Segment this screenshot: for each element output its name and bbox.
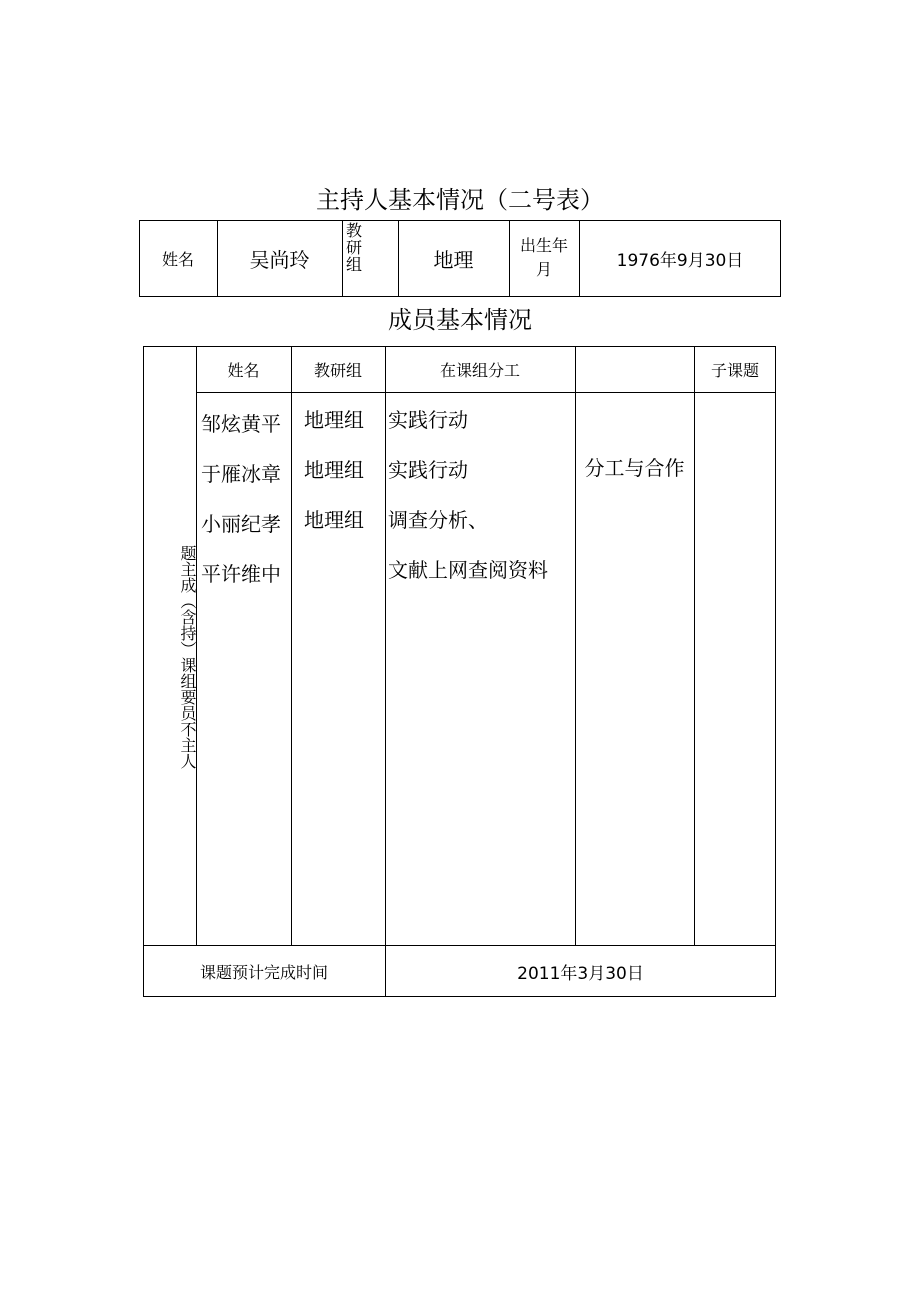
host-group-label-char-3: 组 xyxy=(346,255,363,274)
member-task: 实践行动 xyxy=(388,458,468,482)
members-groups-list xyxy=(304,408,364,558)
host-group-label xyxy=(344,220,368,280)
host-group-label-char-1: 教 xyxy=(346,221,363,240)
host-birth-label-line-1: 出生年 xyxy=(519,236,568,255)
members-col-divider-group xyxy=(385,346,386,997)
members-header-group: 教研组 xyxy=(313,360,362,380)
completion-value: 2011年3月30日 xyxy=(517,963,644,984)
member-task: 文献上网查阅资料 xyxy=(388,558,548,582)
host-birth-label-line-2: 月 xyxy=(535,260,552,279)
members-col-divider-blank xyxy=(694,346,695,946)
host-title: 主持人基本情况（二号表） xyxy=(316,186,604,214)
member-name: 邹炫黄平 xyxy=(201,412,281,436)
host-name-value: 吴尚玲 xyxy=(249,248,310,272)
members-tasks-list xyxy=(388,408,548,608)
members-col-divider-name xyxy=(291,346,292,946)
completion-label: 课题预计完成时间 xyxy=(199,962,328,982)
host-group-value: 地理 xyxy=(433,248,474,272)
member-name: 于雁冰章 xyxy=(201,462,281,486)
members-header-name: 姓名 xyxy=(227,360,260,380)
members-header-subtopic: 子课题 xyxy=(710,360,759,380)
member-group: 地理组 xyxy=(304,408,364,432)
host-name-label: 姓名 xyxy=(161,250,194,269)
host-birth-label xyxy=(509,230,579,286)
host-group-label-char-2: 研 xyxy=(346,238,363,257)
members-header-divider xyxy=(196,392,776,393)
host-birth-value: 1976年9月30日 xyxy=(616,251,744,271)
members-title: 成员基本情况 xyxy=(388,306,532,334)
member-group: 地理组 xyxy=(304,458,364,482)
members-side-label: 题主成（含持）课组要员不主人 xyxy=(178,545,197,769)
members-header-blank xyxy=(575,346,694,392)
member-task: 实践行动 xyxy=(388,408,468,432)
member-name: 平许维中 xyxy=(201,562,281,586)
members-header-division: 在课组分工 xyxy=(439,360,520,380)
members-names-list xyxy=(201,412,281,612)
member-task: 调查分析、 xyxy=(388,508,488,532)
member-name: 小丽纪孝 xyxy=(201,512,281,536)
members-col-divider-division xyxy=(575,346,576,946)
member-group: 地理组 xyxy=(304,508,364,532)
members-cooperation: 分工与合作 xyxy=(584,456,685,480)
host-divider-2 xyxy=(342,220,343,297)
